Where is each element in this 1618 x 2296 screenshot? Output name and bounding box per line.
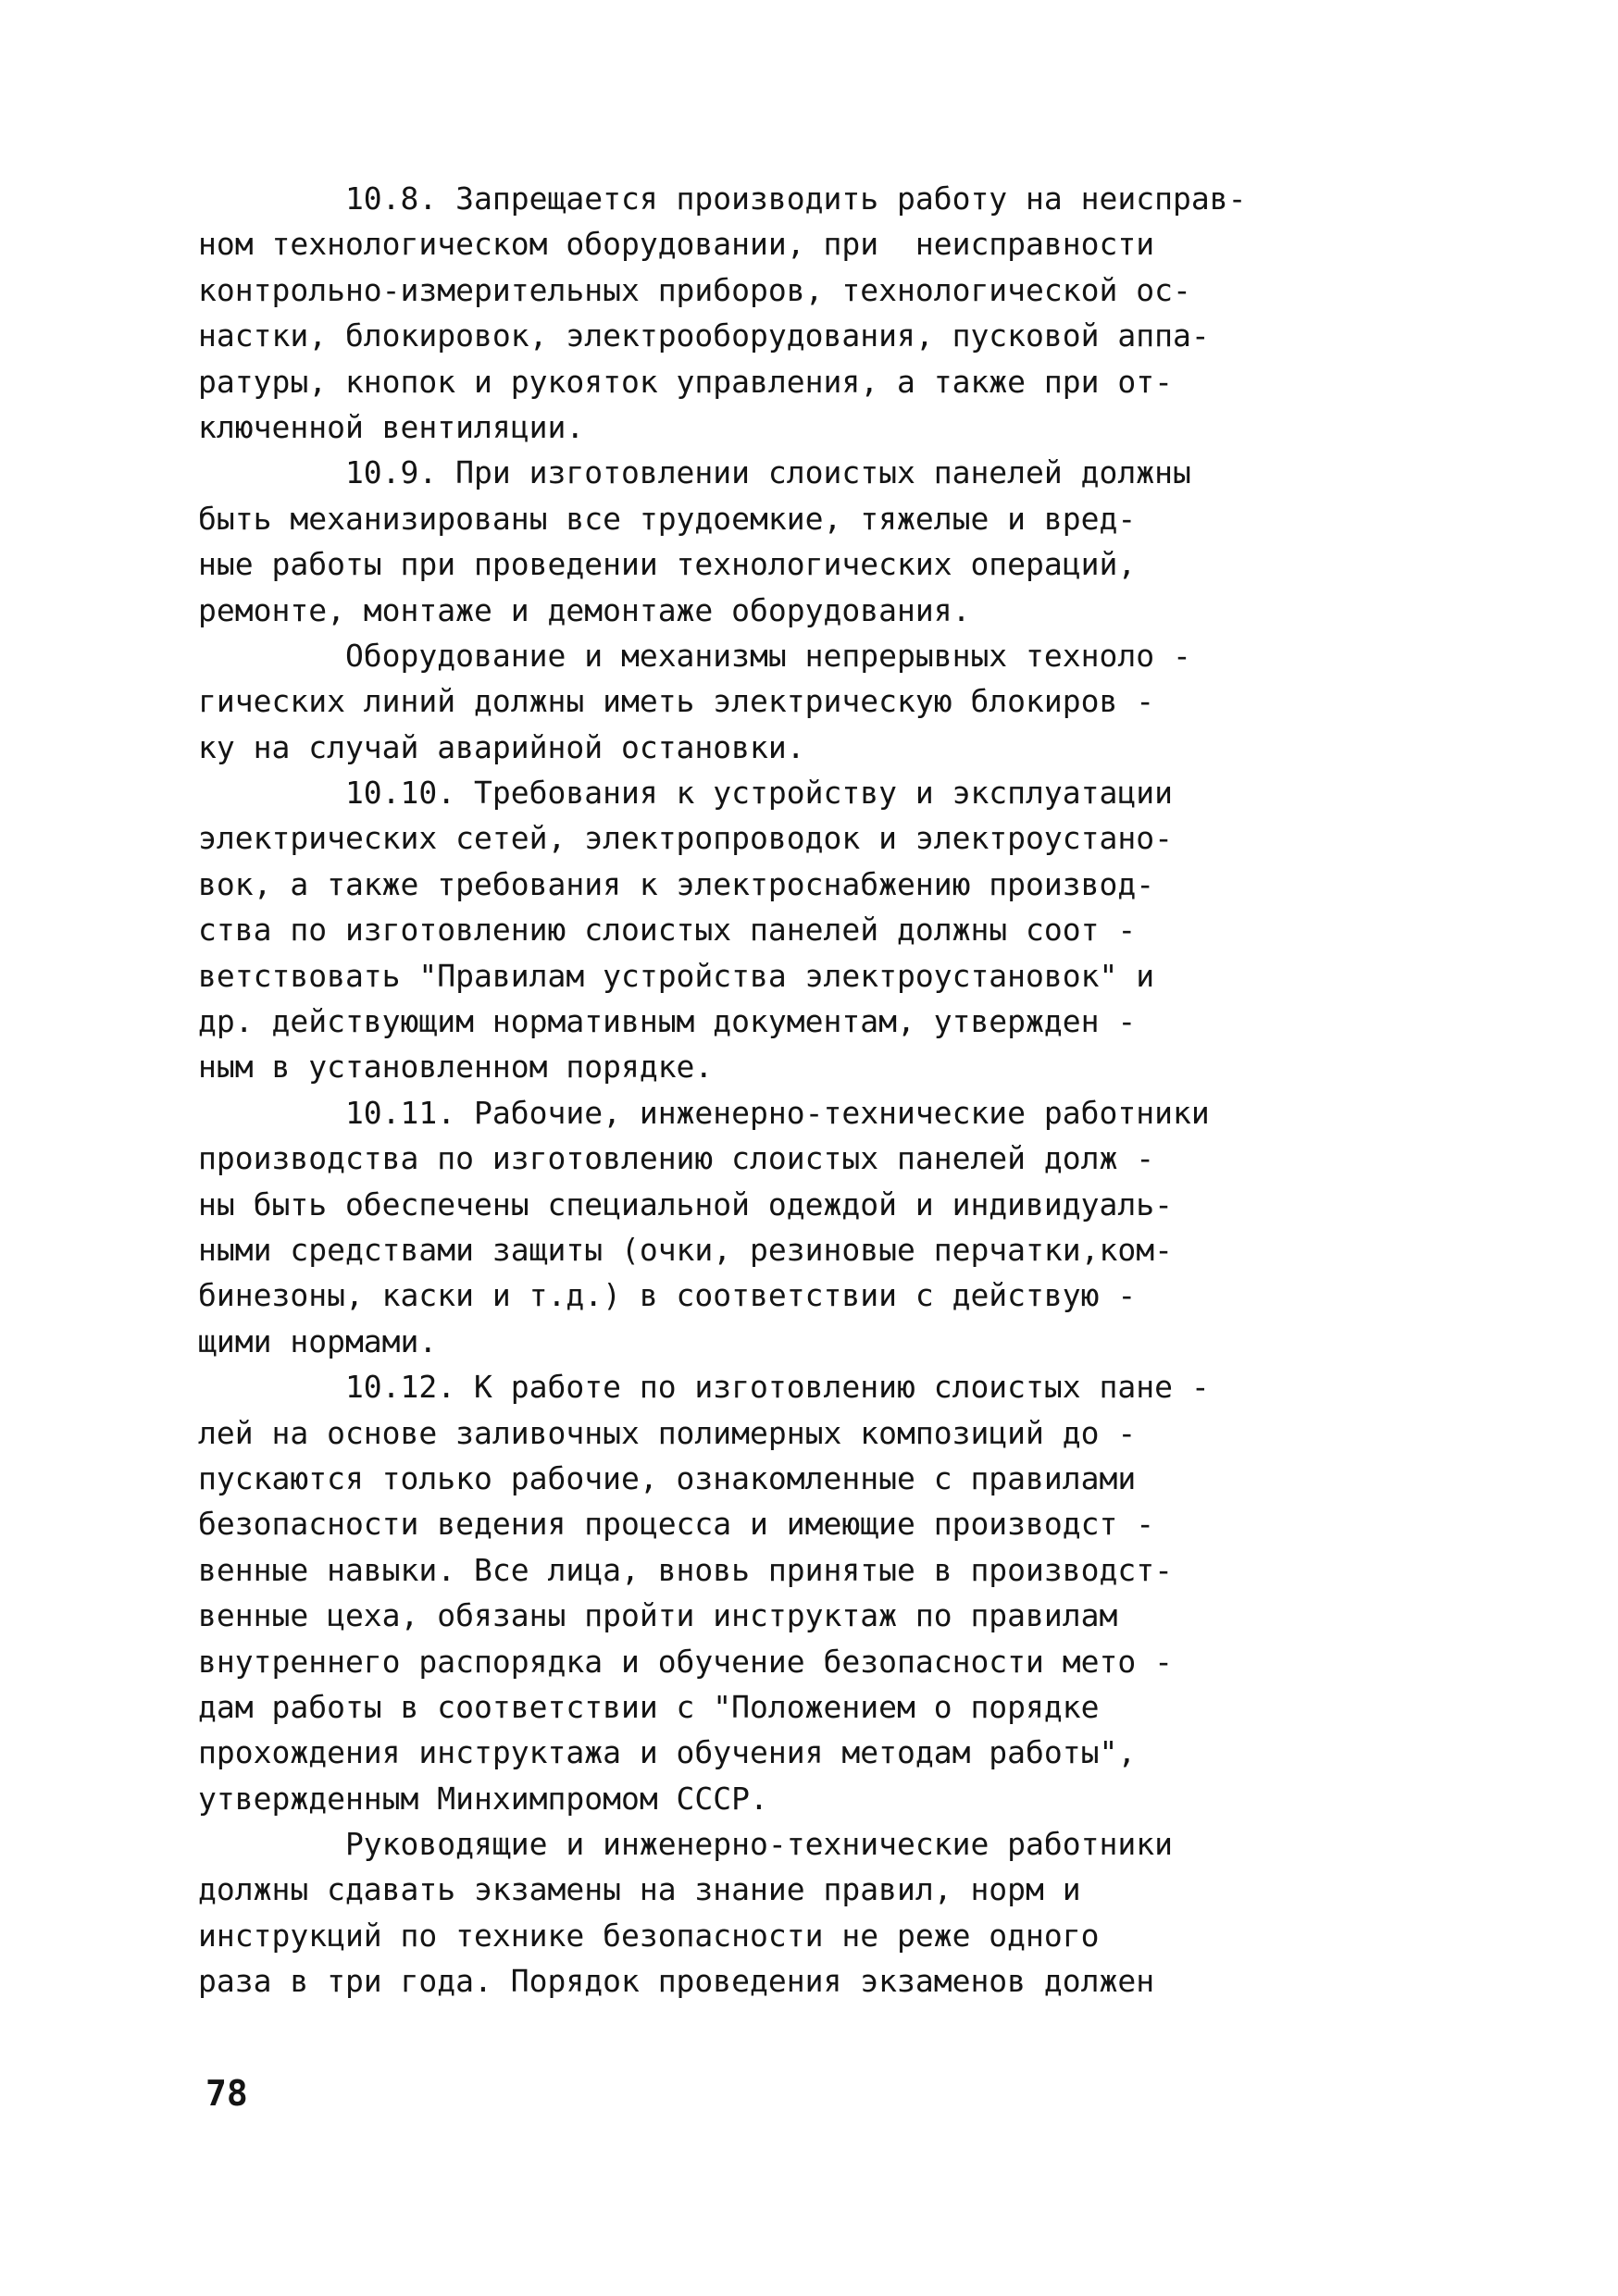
text-line: раза в три года. Порядок проведения экзаменов должен (198, 1963, 1155, 2000)
text-line: ном технологическом оборудовании, при неисправности (198, 226, 1155, 263)
body-text (198, 176, 1411, 2004)
text-line: Руководящие и инженерно-технические работники (198, 1826, 1173, 1863)
text-line: электрических сетей, электропроводок и электроустано- (198, 820, 1173, 857)
text-line: дам работы в соответствии с "Положением о порядке (198, 1688, 1100, 1725)
text-line: ны быть обеспечены специальной одеждой и индивидуаль- (198, 1185, 1173, 1222)
text-line: ключенной вентиляции. (198, 408, 585, 445)
text-line: ремонте, монтаже и демонтаже оборудования. (198, 591, 971, 628)
text-line: прохождения инструктажа и обучения методам работы", (198, 1734, 1137, 1771)
text-line: безопасности ведения процесса и имеющие производст - (198, 1506, 1155, 1543)
text-line: контрольно-измерительных приборов, технологической ос- (198, 271, 1191, 308)
text-line: производства по изготовлению слоистых панелей долж - (198, 1140, 1155, 1177)
text-line: ными средствами защиты (очки, резиновые перчатки,ком- (198, 1231, 1173, 1268)
text-line: вок, а также требования к электроснабжению производ- (198, 865, 1155, 902)
text-line: щими нормами. (198, 1322, 438, 1359)
text-line: настки, блокировок, электрооборудования, пусковой аппа- (198, 317, 1210, 354)
text-line: должны сдавать экзамены на знание правил, норм и (198, 1871, 1081, 1908)
text-line: ным в установленном порядке. (198, 1049, 714, 1086)
text-line: Оборудование и механизмы непрерывных техноло - (198, 637, 1191, 674)
text-line: утвержденным Минхимпромом СССР. (198, 1780, 768, 1817)
text-line: ства по изготовлению слоистых панелей должны соот - (198, 912, 1137, 949)
text-line: пускаются только рабочие, ознакомленные с правилами (198, 1459, 1137, 1496)
text-line: др. действующим нормативным документам, утвержден - (198, 1003, 1137, 1040)
text-line: венные навыки. Все лица, вновь принятые в производст- (198, 1551, 1173, 1588)
text-line: гических линий должны иметь электрическую блокиров - (198, 683, 1155, 720)
text-line: лей на основе заливочных полимерных композиций до - (198, 1414, 1137, 1451)
text-line: 10.11. Рабочие, инженерно-технические работники (198, 1094, 1210, 1131)
text-line: венные цеха, обязаны пройти инструктаж по правилам (198, 1597, 1118, 1634)
text-line: внутреннего распорядка и обучение безопасности мето - (198, 1643, 1173, 1680)
text-line: бинезоны, каски и т.д.) в соответствии с действую - (198, 1277, 1137, 1314)
text-line: 10.8. Запрещается производить работу на неисправ- (198, 180, 1247, 217)
text-line: ку на случай аварийной остановки. (198, 728, 805, 765)
text-line: 10.10. Требования к устройству и эксплуатации (198, 775, 1173, 812)
text-line: инструкций по технике безопасности не реже одного (198, 1917, 1100, 1954)
text-line: ные работы при проведении технологических операций, (198, 546, 1137, 583)
text-line: быть механизированы все трудоемкие, тяжелые и вред- (198, 500, 1137, 537)
page-number: 78 (205, 2073, 248, 2114)
text-line: 10.12. К работе по изготовлению слоистых пане - (198, 1369, 1210, 1406)
text-line: ветствовать "Правилам устройства электроустановок" и (198, 957, 1155, 994)
text-line: 10.9. При изготовлении слоистых панелей должны (198, 454, 1191, 491)
text-line: ратуры, кнопок и рукояток управления, а также при от- (198, 363, 1173, 400)
